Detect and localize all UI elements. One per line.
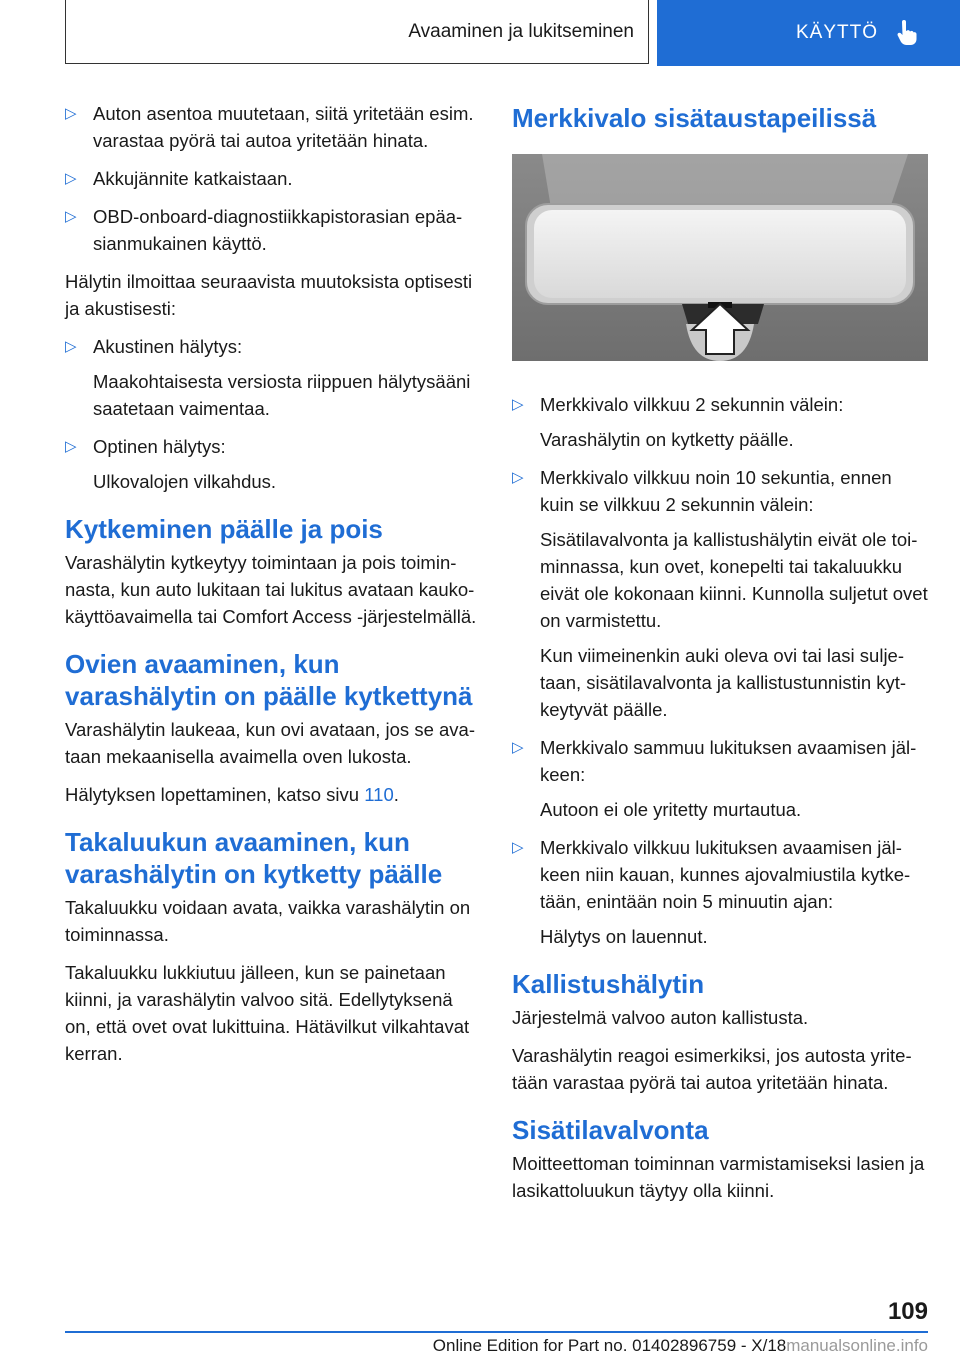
list-item: ▷ Akkujännite katkaistaan. — [65, 165, 480, 192]
list-item-detail: Sisätilavalvonta ja kallistushälytin eivät ole toiminnassa, kun ovet, konepelti tai takaluukku eivät ole kokonaan kiinni. Kunnolla suljetut ovet on varmistettu. — [540, 529, 928, 631]
section-title-box — [65, 0, 649, 64]
list-item: ▷ Auton asentoa muutetaan, siitä yritetään esim. varastaa pyörä tai autoa yritetään hinata. — [65, 100, 480, 154]
list-item-detail: Kun viimeinenkin auki oleva ovi tai lasi suljetaan, sisätilavalvonta ja kallistustunnistin kytkeytyvät päälle. — [540, 645, 907, 720]
watermark: manualsonline.info — [786, 1336, 928, 1355]
list-item-detail: Maakohtaisesta versiosta riippuen hälytysääni saatetaan vaimentaa. — [93, 371, 471, 419]
bullet-triangle-icon: ▷ — [65, 170, 77, 187]
chapter-title: KÄYTTÖ — [795, 22, 878, 43]
page-link[interactable]: 110 — [364, 784, 394, 805]
section-text: Hälytyksen lopettaminen, katso sivu 110. — [65, 784, 399, 805]
list-item: ▷ OBD-onboard-diagnostiikkapistorasian epäasianmukainen käyttö. — [65, 203, 480, 257]
list-item: ▷ Optinen hälytys: — [65, 433, 480, 460]
section-text: Varashälytin kytkeytyy toimintaan ja pois toiminnasta, kun auto lukitaan tai lukitus avataan kaukokäyttöavaimella tai Comfort Access -järjestelmällä. — [65, 552, 477, 627]
section-text: Varashälytin laukeaa, kun ovi avataan, jos se avataan mekaanisella avaimella oven lukosta. — [65, 719, 475, 767]
section-title: Avaaminen ja lukitseminen — [408, 20, 634, 42]
bullet-triangle-icon: ▷ — [512, 396, 524, 413]
section-heading: Merkkivalo sisätaustapeilissä — [512, 103, 877, 133]
section-heading: Kytkeminen päälle ja pois — [65, 514, 383, 544]
list-item-detail: Varashälytin on kytketty päälle. — [540, 429, 794, 450]
section-heading: Sisätilavalvonta — [512, 1115, 709, 1145]
list-item: ▷ Merkkivalo vilkkuu noin 10 sekuntia, ennen kuin se vilkkuu 2 sekunnin välein: — [512, 464, 928, 518]
section-heading: Takaluukun avaaminen, kun varashälytin on kytketty päälle — [65, 827, 443, 889]
list-item: ▷ Merkkivalo sammuu lukituksen avaamisen jälkeen: — [512, 734, 928, 788]
list-item: ▷ Merkkivalo vilkkuu 2 sekunnin välein: — [512, 391, 928, 418]
bullet-triangle-icon: ▷ — [512, 739, 524, 756]
left-column — [65, 100, 480, 1078]
footer-edition: Online Edition for Part no. 01402896759 - X/18manualsonline.info — [432, 1336, 928, 1355]
footer-divider — [65, 1331, 928, 1333]
chapter-tab — [657, 0, 960, 66]
bullet-triangle-icon: ▷ — [65, 208, 77, 225]
right-column — [512, 100, 928, 1215]
bullet-triangle-icon: ▷ — [512, 839, 524, 856]
section-text: Varashälytin reagoi esimerkiksi, jos autosta yritetään varastaa pyörä tai autoa yritetään hinata. — [512, 1045, 912, 1093]
list-item-detail: Autoon ei ole yritetty murtautua. — [540, 799, 802, 820]
section-text: Moitteettoman toiminnan varmistamiseksi lasien ja lasikattoluukun täytyy olla kiinni. — [512, 1153, 925, 1201]
page-number: 109 — [887, 1298, 928, 1325]
list-item: ▷ Merkkivalo vilkkuu lukituksen avaamisen jälkeen niin kauan, kunnes ajovalmiustila kytketään, enintään noin 5 minuutin ajan: — [512, 834, 928, 915]
section-text: Takaluukku lukkiutuu jälleen, kun se painetaan kiinni, ja varashälytin valvoo sitä. Edellytyksenä on, että ovet ovat lukittuina. Hätävilkut vilkahtavat kerran. — [65, 962, 470, 1064]
mirror-illustration — [512, 154, 928, 361]
page-header — [0, 0, 960, 66]
bullet-triangle-icon: ▷ — [512, 469, 524, 486]
bullet-triangle-icon: ▷ — [65, 438, 77, 455]
alarm-intro: Hälytin ilmoittaa seuraavista muutoksista optisesti ja akustisesti: — [65, 271, 473, 319]
list-item-detail: Hälytys on lauennut. — [540, 926, 708, 947]
bullet-triangle-icon: ▷ — [65, 105, 77, 122]
list-item: ▷ Akustinen hälytys: — [65, 333, 480, 360]
bullet-triangle-icon: ▷ — [65, 338, 77, 355]
section-text: Takaluukku voidaan avata, vaikka varashälytin on toiminnassa. — [65, 897, 471, 945]
section-heading: Ovien avaaminen, kun varashälytin on päälle kytkettynä — [65, 649, 473, 711]
section-text: Järjestelmä valvoo auton kallistusta. — [512, 1007, 809, 1028]
section-heading: Kallistushälytin — [512, 969, 705, 999]
list-item-detail: Ulkovalojen vilkahdus. — [93, 471, 277, 492]
hand-pointer-icon — [896, 20, 918, 46]
